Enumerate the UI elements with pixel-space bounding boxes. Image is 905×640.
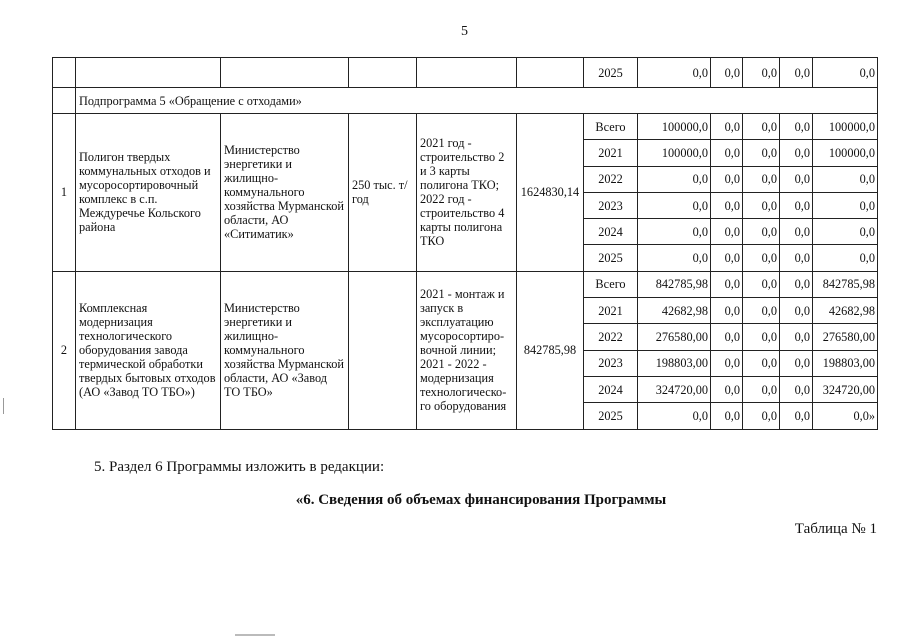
amount-cell: 0,0: [638, 58, 711, 88]
amount-cell: 0,0: [638, 192, 711, 218]
empty-cell: [517, 58, 584, 88]
project-stages: 2021 - монтаж и запуск в эксплуатацию мусоросортиро-вочной линии; 2021 - 2022 - модернизация технологическо-го оборудования: [417, 271, 517, 429]
amount-cell: 0,0: [780, 114, 813, 140]
empty-cell: [349, 58, 417, 88]
amount-cell: 0,0: [743, 192, 780, 218]
year-cell: 2021: [584, 298, 638, 324]
scan-artifact: [235, 634, 275, 636]
amount-cell: 198803,00: [638, 350, 711, 376]
year-cell: 2025: [584, 403, 638, 429]
table-row: [53, 58, 878, 88]
amount-cell: 42682,98: [638, 298, 711, 324]
empty-cell: [76, 58, 221, 88]
project-number: 1: [53, 114, 76, 272]
amount-cell: 0,0: [638, 166, 711, 192]
amount-cell: 0,0: [743, 403, 780, 429]
year-cell: 2024: [584, 219, 638, 245]
year-cell: Всего: [584, 271, 638, 297]
amount-cell: 0,0: [711, 140, 743, 166]
empty-cell: [221, 58, 349, 88]
amount-cell: 842785,98: [813, 271, 878, 297]
amount-cell: 0,0: [711, 271, 743, 297]
amount-cell: 0,0: [711, 192, 743, 218]
table-row: [53, 114, 878, 140]
year-cell: 2022: [584, 324, 638, 350]
amount-cell: 0,0: [780, 403, 813, 429]
amount-cell: 100000,0: [813, 114, 878, 140]
amount-cell: 0,0: [711, 114, 743, 140]
amount-cell: 100000,0: [813, 140, 878, 166]
project-responsible: Министерство энергетики и жилищно-коммунального хозяйства Мурманской области, АО «Завод ТО ТБО»: [221, 271, 349, 429]
project-name: Полигон твердых коммунальных отходов и мусоросортировочный комплекс в с.п. Междуречье Кольского района: [76, 114, 221, 272]
amount-cell: 0,0: [711, 376, 743, 402]
subprogram-row: [53, 88, 878, 114]
amount-cell: 0,0: [743, 245, 780, 271]
project-number: 2: [53, 271, 76, 429]
instruction-paragraph: 5. Раздел 6 Программы изложить в редакции:: [94, 459, 385, 475]
project-capacity: 250 тыс. т/год: [349, 114, 417, 272]
amount-cell: 0,0: [743, 219, 780, 245]
amount-cell: 0,0: [780, 271, 813, 297]
amount-cell: 0,0: [780, 350, 813, 376]
amount-cell: 0,0: [711, 166, 743, 192]
amount-cell: 198803,00: [813, 350, 878, 376]
project-capacity: [349, 271, 417, 429]
amount-cell: 0,0: [711, 298, 743, 324]
year-cell: Всего: [584, 114, 638, 140]
amount-cell: 0,0: [743, 324, 780, 350]
empty-cell: [417, 58, 517, 88]
amount-cell: 0,0: [780, 166, 813, 192]
table-row: [53, 271, 878, 297]
amount-cell: 0,0: [780, 298, 813, 324]
amount-cell: 324720,00: [813, 376, 878, 402]
amount-cell: 276580,00: [638, 324, 711, 350]
year-cell: 2023: [584, 192, 638, 218]
amount-cell: 0,0: [780, 245, 813, 271]
amount-cell: 0,0: [780, 219, 813, 245]
amount-cell: 0,0: [638, 245, 711, 271]
amount-cell: 0,0»: [813, 403, 878, 429]
project-responsible: Министерство энергетики и жилищно-коммунального хозяйства Мурманской области, АО «Ситиматик»: [221, 114, 349, 272]
year-cell: 2022: [584, 166, 638, 192]
amount-cell: 0,0: [638, 403, 711, 429]
amount-cell: 0,0: [711, 350, 743, 376]
year-cell: 2025: [584, 58, 638, 88]
amount-cell: 0,0: [638, 219, 711, 245]
amount-cell: 0,0: [711, 245, 743, 271]
amount-cell: 0,0: [813, 166, 878, 192]
amount-cell: 100000,0: [638, 114, 711, 140]
amount-cell: 0,0: [813, 245, 878, 271]
amount-cell: 0,0: [743, 140, 780, 166]
amount-cell: 0,0: [813, 58, 878, 88]
amount-cell: 0,0: [743, 114, 780, 140]
amount-cell: 0,0: [743, 166, 780, 192]
amount-cell: 276580,00: [813, 324, 878, 350]
amount-cell: 42682,98: [813, 298, 878, 324]
amount-cell: 0,0: [711, 219, 743, 245]
amount-cell: 0,0: [780, 324, 813, 350]
amount-cell: 0,0: [780, 192, 813, 218]
project-cost: 842785,98: [517, 271, 584, 429]
financing-table: [52, 57, 878, 430]
empty-cell: [53, 88, 76, 114]
empty-cell: [53, 58, 76, 88]
scan-mark: [3, 398, 4, 414]
amount-cell: 842785,98: [638, 271, 711, 297]
year-cell: 2023: [584, 350, 638, 376]
amount-cell: 0,0: [743, 298, 780, 324]
amount-cell: 0,0: [780, 140, 813, 166]
project-name: Комплексная модернизация технологического оборудования завода термической обработки твердых бытовых отходов (АО «Завод ТО ТБО»): [76, 271, 221, 429]
amount-cell: 0,0: [813, 219, 878, 245]
year-cell: 2024: [584, 376, 638, 402]
amount-cell: 0,0: [743, 350, 780, 376]
amount-cell: 0,0: [711, 403, 743, 429]
project-stages: 2021 год - строительство 2 и 3 карты полигона ТКО; 2022 год - строительство 4 карты полигона ТКО: [417, 114, 517, 272]
amount-cell: 0,0: [711, 324, 743, 350]
amount-cell: 0,0: [743, 58, 780, 88]
year-cell: 2025: [584, 245, 638, 271]
amount-cell: 324720,00: [638, 376, 711, 402]
amount-cell: 0,0: [813, 192, 878, 218]
year-cell: 2021: [584, 140, 638, 166]
amount-cell: 0,0: [780, 376, 813, 402]
section-heading: «6. Сведения об объемах финансирования Программы: [295, 492, 667, 508]
amount-cell: 0,0: [780, 58, 813, 88]
amount-cell: 100000,0: [638, 140, 711, 166]
amount-cell: 0,0: [743, 376, 780, 402]
amount-cell: 0,0: [743, 271, 780, 297]
amount-cell: 0,0: [711, 58, 743, 88]
subprogram-title: Подпрограмма 5 «Обращение с отходами»: [76, 88, 878, 114]
table-label: Таблица № 1: [794, 521, 877, 537]
page-number: 5: [461, 24, 468, 39]
project-cost: 1624830,14: [517, 114, 584, 272]
